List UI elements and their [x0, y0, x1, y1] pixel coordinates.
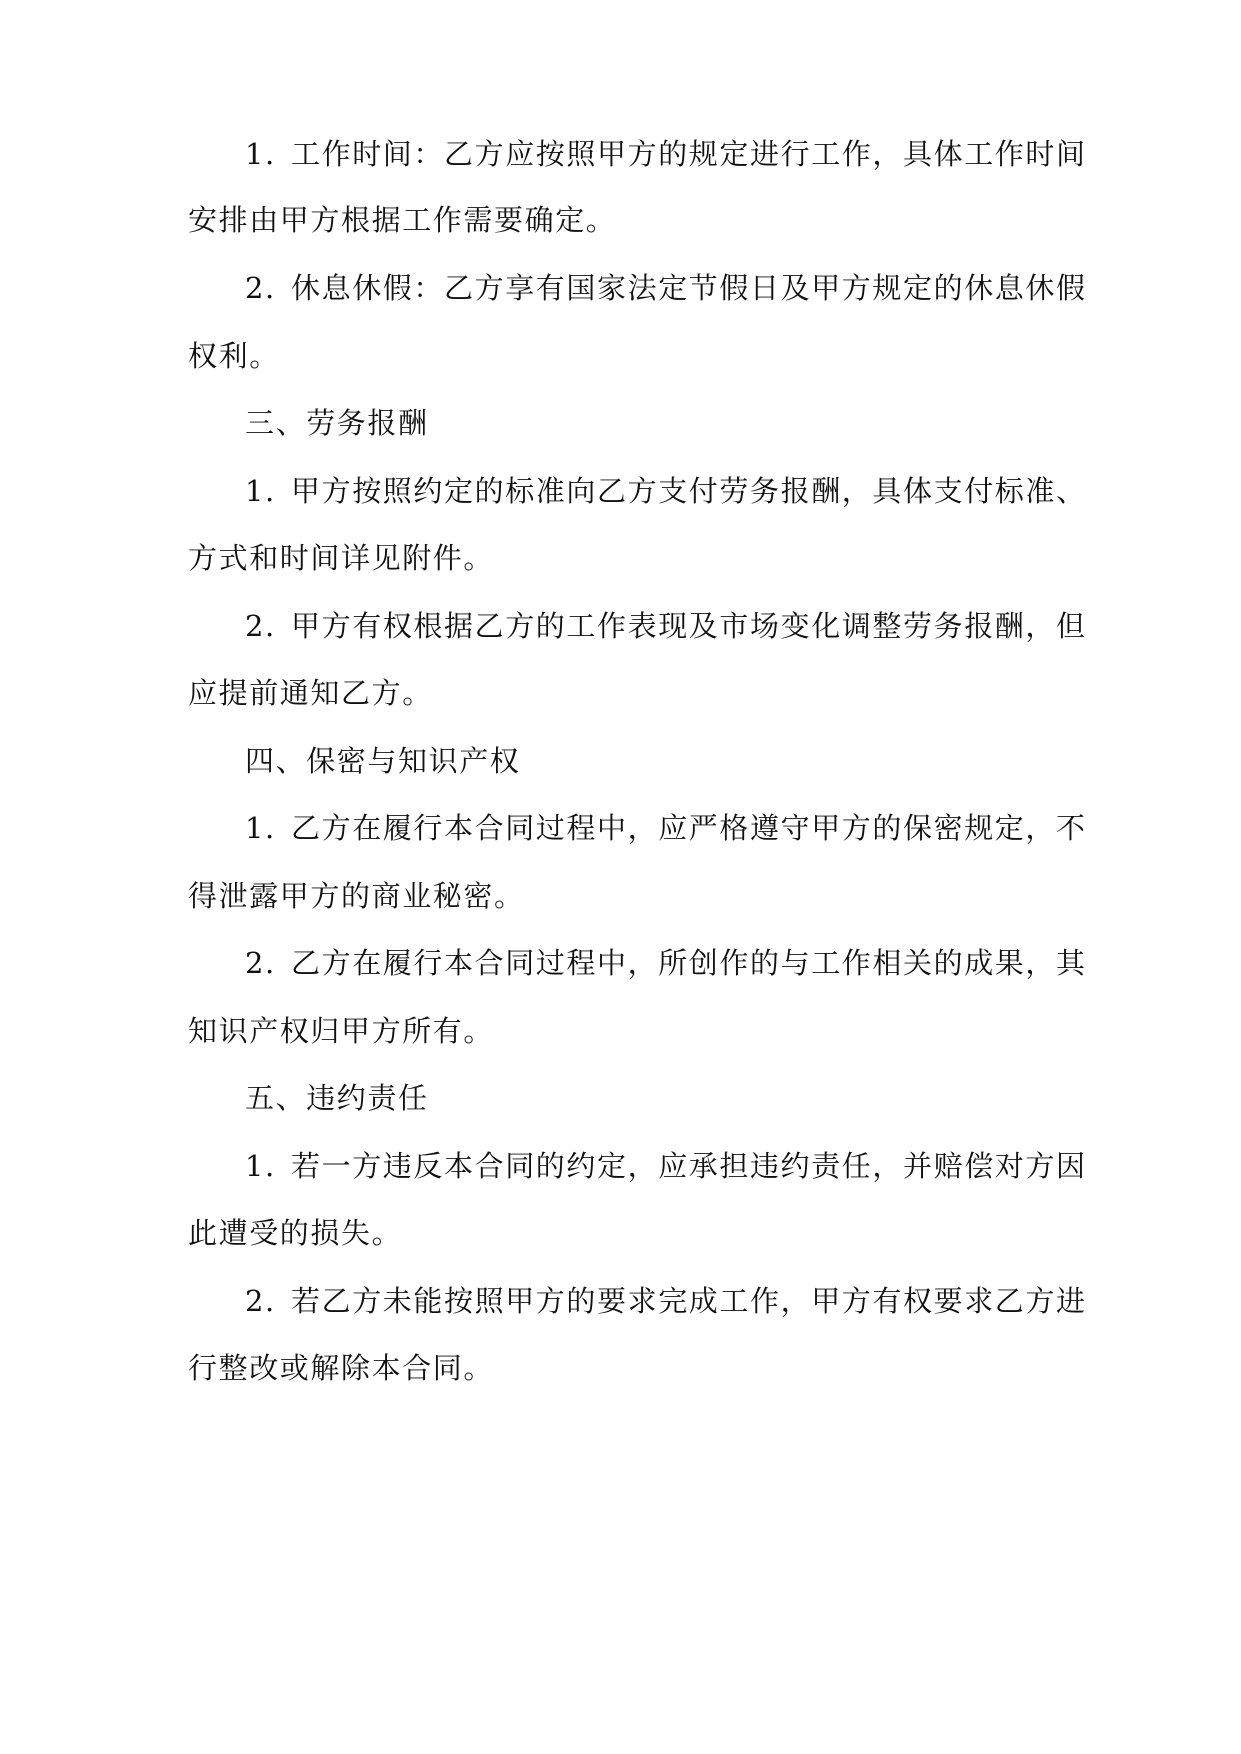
item-number: 1. — [245, 811, 276, 845]
paragraph-line — [188, 1348, 1048, 1388]
paragraph-text: 若一方违反本合同的约定，应承担违约责任，并赔偿对方因 — [291, 1149, 1087, 1183]
item-number: 2. — [245, 271, 276, 305]
section-heading-text: 四、保密与知识产权 — [245, 744, 521, 778]
paragraph-text: 安排由甲方根据工作需要确定。 — [188, 203, 617, 237]
paragraph-line — [188, 538, 1048, 578]
item-number: 1. — [245, 474, 276, 508]
paragraph-line — [245, 134, 1105, 174]
paragraph-text: 方式和时间详见附件。 — [188, 541, 495, 575]
paragraph-line — [245, 471, 1105, 511]
paragraph-text: 休息休假：乙方享有国家法定节假日及甲方规定的休息休假 — [291, 271, 1087, 305]
section-heading-text: 五、违约责任 — [245, 1081, 429, 1115]
paragraph-line — [188, 200, 1048, 240]
paragraph-line — [188, 876, 1048, 916]
paragraph-text: 甲方有权根据乙方的工作表现及市场变化调整劳务报酬，但 — [291, 609, 1087, 643]
paragraph-line — [188, 1011, 1048, 1051]
paragraph-text: 此遭受的损失。 — [188, 1216, 403, 1250]
paragraph-text: 甲方按照约定的标准向乙方支付劳务报酬，具体支付标准、 — [291, 474, 1087, 508]
paragraph-line — [245, 268, 1105, 308]
paragraph-text: 工作时间：乙方应按照甲方的规定进行工作，具体工作时间 — [291, 137, 1087, 171]
paragraph-text: 知识产权归甲方所有。 — [188, 1014, 495, 1048]
item-number: 1. — [245, 137, 276, 171]
paragraph-line — [245, 1281, 1105, 1321]
paragraph-text: 若乙方未能按照甲方的要求完成工作，甲方有权要求乙方进 — [291, 1284, 1087, 1318]
section-heading — [245, 741, 1105, 781]
paragraph-line — [245, 606, 1105, 646]
section-heading — [245, 403, 1105, 443]
paragraph-line — [188, 336, 1048, 376]
section-heading — [245, 1078, 1105, 1118]
paragraph-text: 乙方在履行本合同过程中，应严格遵守甲方的保密规定，不 — [291, 811, 1087, 845]
paragraph-line — [245, 1146, 1105, 1186]
paragraph-line — [188, 673, 1048, 713]
paragraph-line — [188, 1213, 1048, 1253]
paragraph-text: 应提前通知乙方。 — [188, 676, 433, 710]
paragraph-text: 乙方在履行本合同过程中，所创作的与工作相关的成果，其 — [291, 946, 1087, 980]
item-number: 2. — [245, 609, 276, 643]
item-number: 2. — [245, 1284, 276, 1318]
section-heading-text: 三、劳务报酬 — [245, 406, 429, 440]
item-number: 2. — [245, 946, 276, 980]
paragraph-text: 行整改或解除本合同。 — [188, 1351, 495, 1385]
item-number: 1. — [245, 1149, 276, 1183]
paragraph-text: 得泄露甲方的商业秘密。 — [188, 879, 525, 913]
paragraph-text: 权利。 — [188, 339, 280, 373]
paragraph-line — [245, 943, 1105, 983]
paragraph-line — [245, 808, 1105, 848]
